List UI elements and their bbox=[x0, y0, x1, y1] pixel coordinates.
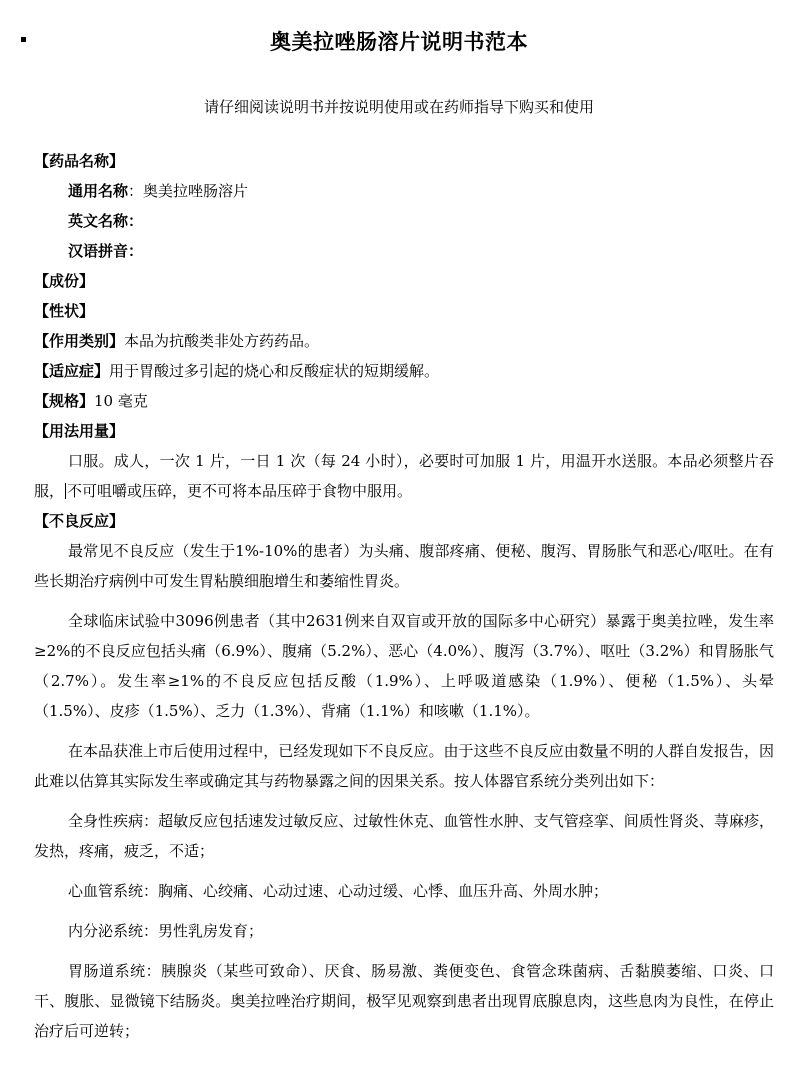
document-title: 奥美拉唑肠溶片说明书范本 bbox=[270, 30, 528, 54]
adverse-paragraph-7: 胃肠道系统：胰腺炎（某些可致命）、厌食、肠易激、粪便变色、食管念珠菌病、舌黏膜萎缩、口炎、口干、腹胀、显微镜下结肠炎。奥美拉唑治疗期间，极罕见观察到患者出现胃底腺息肉，这些息肉为良性，在停止治疗后可逆转； bbox=[34, 962, 774, 1040]
generic-name-value: ：奥美拉唑肠溶片 bbox=[128, 182, 249, 200]
indications-text: 用于胃酸过多引起的烧心和反酸症状的短期缓解。 bbox=[109, 362, 440, 380]
generic-name-label: 通用名称 bbox=[68, 182, 129, 200]
section-heading-category: 【作用类别】 bbox=[34, 332, 125, 350]
section-heading-drug-name: 【药品名称】 bbox=[34, 152, 125, 170]
text-cursor bbox=[65, 483, 66, 499]
section-heading-dosage: 【用法用量】 bbox=[34, 422, 125, 440]
adverse-paragraph-3: 在本品获准上市后使用过程中，已经发现如下不良反应。由于这些不良反应由数量不明的人群自发报告，因此难以估算其实际发生率或确定其与药物暴露之间的因果关系。按人体器官系统分类列出如下： bbox=[34, 742, 774, 790]
section-heading-adverse: 【不良反应】 bbox=[34, 512, 125, 530]
spec-row bbox=[34, 386, 774, 416]
dosage-text-a: 口服。成人，一次 1 片，一日 1 次（每 24 小时），必要时可加服 1 片，用温开水送服。本品必须整片吞服， bbox=[34, 452, 774, 500]
spec-text: 10 毫克 bbox=[94, 392, 148, 410]
adverse-paragraph-6: 内分泌系统：男性乳房发育； bbox=[68, 922, 264, 940]
dosage-text-b: 不可咀嚼或压碎，更不可将本品压碎于食物中服用。 bbox=[67, 482, 413, 500]
generic-name-row bbox=[34, 176, 774, 206]
pinyin-label: 汉语拼音： bbox=[68, 242, 144, 260]
document-subtitle: 请仔细阅读说明书并按说明使用或在药师指导下购买和使用 bbox=[203, 98, 594, 116]
adverse-paragraph-1: 最常见不良反应（发生于1%-10%的患者）为头痛、腹部疼痛、便秘、腹泻、胃肠胀气和恶心/呕吐。在有些长期治疗病例中可发生胃粘膜细胞增生和萎缩性胃炎。 bbox=[34, 542, 774, 590]
english-name-label: 英文名称： bbox=[68, 212, 144, 230]
section-heading-properties: 【性状】 bbox=[34, 302, 95, 320]
indications-row bbox=[34, 356, 774, 386]
document-body bbox=[34, 146, 774, 1046]
section-heading-indications: 【适应症】 bbox=[34, 362, 110, 380]
dosage-paragraph bbox=[34, 446, 774, 506]
category-text: 本品为抗酸类非处方药药品。 bbox=[124, 332, 320, 350]
adverse-paragraph-5: 心血管系统：胸痛、心绞痛、心动过速、心动过缓、心悸、血压升高、外周水肿； bbox=[68, 882, 609, 900]
section-heading-spec: 【规格】 bbox=[34, 392, 95, 410]
category-row bbox=[34, 326, 774, 356]
section-heading-ingredients: 【成份】 bbox=[34, 272, 95, 290]
adverse-paragraph-4: 全身性疾病：超敏反应包括速发过敏反应、过敏性休克、血管性水肿、支气管痉挛、间质性肾炎、荨麻疹，发热，疼痛，疲乏，不适； bbox=[34, 812, 774, 860]
adverse-paragraph-2: 全球临床试验中3096例患者（其中2631例来自双盲或开放的国际多中心研究）暴露于奥美拉唑，发生率≥2%的不良反应包括头痛（6.9%）、腹痛（5.2%）、恶心（4.0%）、腹泻（3.7%）、呕吐（3.2%）和胃肠胀气（2.7%）。发生率≥1%的不良反应包括反酸（1.9%）、上呼吸道感染（1.9%）、便秘（1.5%）、头晕（1.5%）、皮疹（1.5%）、乏力（1.3%）、背痛（1.1%）和咳嗽（1.1%）。 bbox=[34, 612, 774, 720]
